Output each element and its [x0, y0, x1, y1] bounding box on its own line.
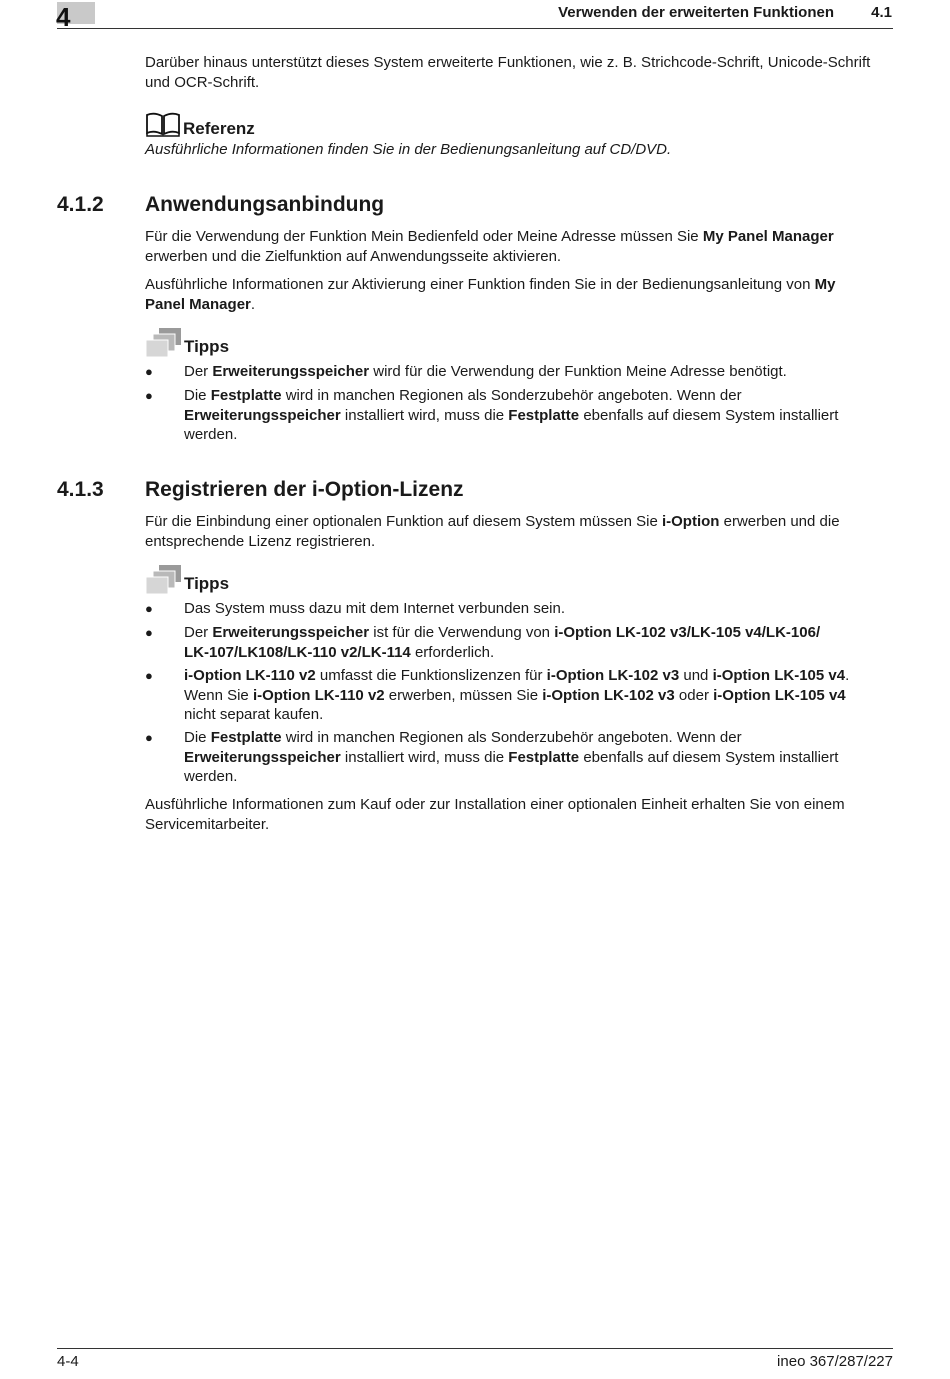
- product-model: ineo 367/287/227: [777, 1353, 893, 1370]
- running-header-title: Verwenden der erweiterten Funktionen: [558, 4, 834, 21]
- list-item: Der Erweiterungsspeicher wird für die Verwendung der Funktion Meine Adresse benötigt.: [184, 363, 787, 380]
- chapter-number: 4: [56, 2, 71, 32]
- list-item: Der Erweiterungsspeicher ist für die Verwendung von i-Option LK-102 v3/LK-105 v4/LK-106/ LK-107/LK108/LK-110 v2/LK-114 erforderlich.: [184, 624, 821, 661]
- section-title: Registrieren der i-Option-Lizenz: [145, 478, 464, 501]
- tips-icon: [145, 327, 183, 361]
- footer-divider: [57, 1348, 893, 1349]
- bullet-icon: ●: [145, 601, 153, 616]
- list-item: i-Option LK-110 v2 umfasst die Funktionslizenzen für i-Option LK-102 v3 und i-Option LK-105 v4. Wenn Sie i-Option LK-110 v2 erwerben, müssen Sie i-Option LK-102 v3 oder i-Option LK-105 v4 nicht separat kaufen.: [184, 667, 850, 723]
- section-413-paragraph-1: Für die Einbindung einer optionalen Funktion auf diesem System müssen Sie i-Option erwerben und die entsprechende Lizenz registrieren.: [145, 513, 840, 550]
- bullet-icon: ●: [145, 668, 153, 683]
- tips-icon: [145, 564, 183, 598]
- book-icon: [145, 111, 181, 137]
- reference-text: Ausführliche Informationen finden Sie in der Bedienungsanleitung auf CD/DVD.: [145, 141, 672, 158]
- reference-label: Referenz: [183, 119, 255, 138]
- list-item: Die Festplatte wird in manchen Regionen als Sonderzubehör angeboten. Wenn der Erweiterungsspeicher installiert wird, muss die Festplatte ebenfalls auf diesem System installiert werden.: [184, 729, 839, 785]
- tips-label: Tipps: [184, 337, 230, 356]
- section-title: Anwendungsanbindung: [145, 193, 385, 216]
- section-number: 4.1.3: [57, 478, 104, 501]
- bullet-icon: ●: [145, 730, 153, 745]
- bullet-icon: ●: [145, 388, 153, 403]
- list-item: Die Festplatte wird in manchen Regionen als Sonderzubehör angeboten. Wenn der Erweiterungsspeicher installiert wird, muss die Festplatte ebenfalls auf diesem System installiert werden.: [184, 387, 839, 443]
- intro-paragraph: Darüber hinaus unterstützt dieses System erweiterte Funktionen, wie z. B. Strichcode-Schrift, Unicode-Schrift und OCR-Schrift.: [145, 54, 871, 91]
- bullet-icon: ●: [145, 625, 153, 640]
- section-412-paragraph-1: Für die Verwendung der Funktion Mein Bedienfeld oder Meine Adresse müssen Sie My Panel Manager erwerben und die Zielfunktion auf Anwendungsseite aktivieren.: [145, 228, 834, 265]
- tips-label: Tipps: [184, 574, 230, 593]
- running-header-section: 4.1: [871, 4, 892, 21]
- list-item: Das System muss dazu mit dem Internet verbunden sein.: [184, 600, 566, 617]
- section-412-paragraph-2: Ausführliche Informationen zur Aktivierung einer Funktion finden Sie in der Bedienungsanleitung von My Panel Manager.: [145, 276, 836, 313]
- bullet-icon: ●: [145, 364, 153, 379]
- header-divider: [57, 28, 893, 29]
- page-number: 4-4: [57, 1353, 79, 1370]
- section-number: 4.1.2: [57, 193, 104, 216]
- closing-paragraph: Ausführliche Informationen zum Kauf oder zur Installation einer optionalen Einheit erhalten Sie von einem Servicemitarbeiter.: [145, 796, 845, 833]
